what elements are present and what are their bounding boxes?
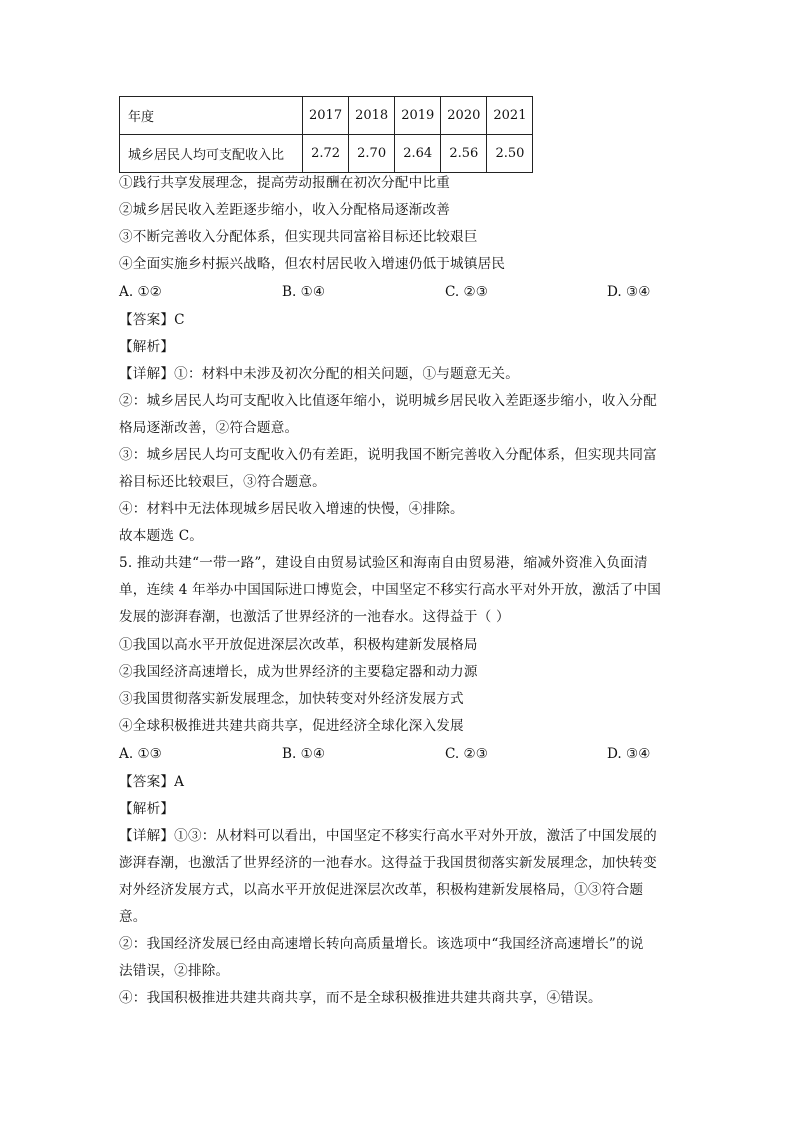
q5-statement: ③我国贯彻落实新发展理念，加快转变对外经济发展方式: [119, 691, 464, 707]
q4-detail-line: 裕目标还比较艰巨，③符合题意。: [119, 474, 326, 490]
table-year: 2018: [349, 97, 395, 135]
q5-statement: ①我国以高水平开放促进深层次改革，积极构建新发展格局: [119, 637, 478, 653]
table-header-label: 年度: [120, 97, 303, 135]
q4-detail-line: 格局逐渐改善，②符合题意。: [119, 420, 299, 436]
table-year: 2021: [487, 97, 533, 135]
table-year: 2017: [303, 97, 349, 135]
table-ratio: 2.50: [487, 135, 533, 173]
table-row-ratios: [120, 135, 533, 173]
table-year: 2020: [441, 97, 487, 135]
q4-option-a: A. ①②: [119, 284, 162, 300]
table-row-label: 城乡居民人均可支配收入比: [120, 135, 303, 173]
q4-statement: ②城乡居民收入差距逐步缩小，收入分配格局逐渐改善: [119, 202, 451, 218]
q4-statement: ①践行共享发展理念，提高劳动报酬在初次分配中比重: [119, 175, 451, 191]
q5-stem-line: 单，连续 4 年举办中国国际进口博览会，中国坚定不移实行高水平对外开放，激活了中国: [119, 582, 662, 598]
q5-option-a: A. ①③: [119, 746, 162, 762]
q5-statement: ②我国经济高速增长，成为世界经济的主要稳定器和动力源: [119, 664, 478, 680]
q5-stem-line: 发展的澎湃春潮，也激活了世界经济的一池春水。这得益于（ ）: [119, 609, 510, 625]
q5-analysis-title: 【解析】: [119, 801, 175, 817]
q5-statement: ④全球积极推进共建共商共享，促进经济全球化深入发展: [119, 718, 464, 734]
q5-answer: 【答案】A: [119, 774, 185, 790]
table-ratio: 2.72: [303, 135, 349, 173]
q4-analysis-title: 【解析】: [119, 339, 175, 355]
table-ratio: 2.64: [395, 135, 441, 173]
q5-option-d: D. ③④: [607, 746, 651, 762]
table-year: 2019: [395, 97, 441, 135]
q4-detail-line: ②：城乡居民人均可支配收入比值逐年缩小，说明城乡居民收入差距逐步缩小，收入分配: [119, 393, 657, 409]
q4-detail-line: 【详解】①：材料中未涉及初次分配的相关问题，①与题意无关。: [119, 366, 520, 382]
q5-detail-line: 法错误，②排除。: [119, 963, 230, 979]
table-ratio: 2.56: [441, 135, 487, 173]
q4-answer: 【答案】C: [119, 312, 185, 328]
table-row-years: [120, 97, 533, 135]
q4-statement: ③不断完善收入分配体系，但实现共同富裕目标还比较艰巨: [119, 229, 478, 245]
q5-detail-line: 意。: [119, 909, 147, 925]
q4-detail-line: ④：材料中无法体现城乡居民收入增速的快慢，④排除。: [119, 501, 464, 517]
q4-conclusion: 故本题选 C。: [119, 528, 204, 544]
q5-detail-line: 澎湃春潮，也激活了世界经济的一池春水。这得益于我国贯彻落实新发展理念，加快转变: [119, 855, 657, 871]
income-ratio-table: [119, 96, 533, 173]
q4-option-d: D. ③④: [607, 284, 651, 300]
q4-statement: ④全面实施乡村振兴战略，但农村居民收入增速仍低于城镇居民: [119, 256, 506, 272]
q5-detail-line: ④：我国积极推进共建共商共享，而不是全球积极推进共建共商共享，④错误。: [119, 990, 602, 1006]
q5-detail-line: 对外经济发展方式，以高水平开放促进深层次改革，积极构建新发展格局，①③符合题: [119, 882, 644, 898]
q5-detail-line: 【详解】①③：从材料可以看出，中国坚定不移实行高水平对外开放，激活了中国发展的: [119, 828, 657, 844]
q4-detail-line: ③：城乡居民人均可支配收入仍有差距，说明我国不断完善收入分配体系，但实现共同富: [119, 447, 657, 463]
table-ratio: 2.70: [349, 135, 395, 173]
q5-option-c: C. ②③: [445, 746, 488, 762]
q5-stem-line: 5. 推动共建“一带一路”，建设自由贸易试验区和海南自由贸易港，缩减外资准入负面清: [119, 555, 648, 571]
q5-detail-line: ②：我国经济发展已经由高速增长转向高质量增长。该选项中“我国经济高速增长”的说: [119, 936, 644, 952]
q4-option-b: B. ①④: [282, 284, 326, 300]
q5-option-b: B. ①④: [282, 746, 326, 762]
q4-option-c: C. ②③: [445, 284, 488, 300]
